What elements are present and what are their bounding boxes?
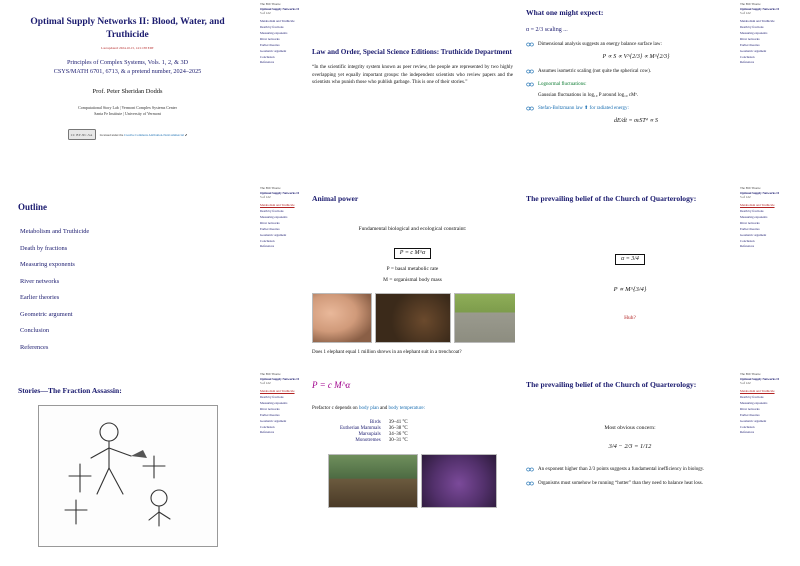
bullet-text: Assumes isometric scaling (not quite the spherical cow). [538,68,652,74]
monotreme-photo-row [312,454,513,508]
sidebar-nav[interactable] [260,372,306,435]
sidebar-item-death-by-fractions[interactable]: Death by fractions [740,394,764,399]
sidebar-brand-line-2: Optimal Supply Networks II [740,376,779,381]
license-block [0,129,255,140]
last-updated-stamp: Last updated: 2024-10-15, 14:11:38 EDT [101,45,154,50]
sidebar-item-conclusion[interactable]: Conclusion [260,238,275,243]
sidebar-item-river-networks[interactable]: River networks [260,406,280,411]
slide-heading: Outline [18,202,48,212]
course-line-2: CSYS/MATH 6701, 6713, & a pretend number, 2024–2025 [53,67,202,75]
sidebar-item-geometric-argument[interactable]: Geometric argument [260,418,287,423]
law-and-order-quote: “In the scientific integrity system known as peer review, the people are represented by two highly overlapping yet equally important groups: the independent scientists who review papers and the scientists who punish those who publish garbage. This is one of their stories.” [312,65,513,85]
sidebar-item-measuring-exponents[interactable]: Measuring exponents [260,214,288,219]
sidebar-slide-counter: 5 of 122 [740,11,751,16]
table-row [336,425,412,431]
aside-text: Huh? [624,315,636,321]
sidebar-slide-counter: 5 of 122 [260,11,271,16]
temperature-range: 36–38 °C [388,425,408,431]
slide-heading: The prevailing belief of the Church of Quarterology: [526,380,697,389]
power-law-equation: P ∝ M^{3/4} [613,286,647,293]
prefactor-note-prefix: Prefactor c depends on [312,406,358,411]
temperature-range: 39–41 °C [388,419,408,425]
outline-item-geometric-argument[interactable]: Geometric argument [20,310,73,318]
affiliation-line-1: Computational Story Lab | Vermont Complex Systems Center [78,105,177,111]
list-item [526,480,734,488]
sidebar-brand-line-2: Optimal Supply Networks II [260,190,299,195]
outline-item-earlier-theories[interactable]: Earlier theories [20,294,60,301]
creative-commons-icon: CC BY-NC-SA [68,129,96,140]
sidebar-slide-counter: 5 of 122 [740,195,751,200]
sidebar-item-conclusion[interactable]: Conclusion [740,238,755,243]
outline-list [20,228,255,351]
glasses-bullet-icon [526,69,534,74]
outline-item-river-networks[interactable]: River networks [20,277,60,285]
slide-expectations [522,2,800,180]
power-law-equation: P = c M^α [394,248,431,259]
body-temperature-table [336,419,412,444]
concern-bullet-list [526,466,734,487]
group-label: Marsupials [358,431,381,437]
course-line-1: Principles of Complex Systems, Vols. 1, 2, & 3D [66,58,189,66]
hand-with-shrew-photo [312,293,372,343]
slide-heading: The prevailing belief of the Church of Quarterology: [526,194,697,203]
sidebar-item-earlier-theories[interactable]: Earlier theories [740,226,760,231]
sidebar-item-earlier-theories[interactable]: Earlier theories [260,226,280,231]
group-label: Birds [369,419,381,425]
sidebar-item-measuring-exponents[interactable]: Measuring exponents [740,400,768,405]
sidebar-item-earlier-theories[interactable]: Earlier theories [260,42,280,47]
outline-item-conclusion[interactable]: Conclusion [20,327,50,334]
license-text: Licensed under the Creative Commons Attribution-NonCommercial ⬈ [99,132,188,137]
sidebar-item-references[interactable]: References [260,430,275,435]
lognormal-note: Gaussian fluctuations in log₁₀ P around log₁₀ cMᵅ. [538,92,639,98]
sidebar-brand-line-1: The Bill Thorne [740,2,761,6]
glasses-bullet-icon [526,42,534,47]
photo-caption: Does 1 elephant equal 1 million shrews in an elephant suit in a trenchcoat? [312,350,462,356]
sidebar-brand-line-2: Optimal Supply Networks II [740,190,779,195]
prefactor-equation: P = c M^α [312,380,351,390]
elephant-photo [454,293,515,343]
sidebar-item-earlier-theories[interactable]: Earlier theories [740,412,760,417]
bullet-text: Dimensional analysis suggests an energy balance surface law: [538,42,662,47]
glasses-bullet-icon [526,82,534,87]
sidebar-item-death-by-fractions[interactable]: Death by fractions [740,208,764,213]
slide-title [0,2,255,180]
prefactor-note-and: and [380,406,388,411]
sidebar-item-measuring-exponents[interactable]: Measuring exponents [740,214,768,219]
slide-subheading: Most obvious concern: [604,425,656,431]
stefan-boltzmann-equation: dE/dt = σεST⁴ ∝ S [613,117,659,124]
slide-body [526,2,734,180]
sidebar-item-death-by-fractions[interactable]: Death by fractions [740,24,764,29]
slide-body [526,372,734,564]
sidebar-brand-line-1: The Bill Thorne [260,2,281,6]
sidebar-item-measuring-exponents[interactable]: Measuring exponents [260,400,288,405]
sidebar-item-references[interactable]: References [740,60,755,65]
slide-quarterology-concern [522,372,800,564]
list-item [526,105,734,126]
alpha-statement: α = 2/3 scaling ... [526,27,568,33]
sidebar-nav[interactable] [740,372,786,435]
sidebar-item-measuring-exponents[interactable]: Measuring exponents [740,30,768,35]
sidebar-item-river-networks[interactable]: River networks [740,406,760,411]
slide-heading: Stories—The Fraction Assassin: [18,386,122,395]
sidebar-item-conclusion[interactable]: Conclusion [260,424,275,429]
sidebar-item-metabolism[interactable]: Metabolism and Truthicide [740,202,775,207]
sidebar-item-geometric-argument[interactable]: Geometric argument [740,418,767,423]
sidebar-nav[interactable] [740,2,786,65]
slide-outline [0,186,255,368]
list-item [526,41,734,62]
title-slide-body [0,2,255,140]
sidebar-slide-counter: 5 of 122 [260,381,271,386]
platypus-photo [328,454,418,508]
sidebar-item-references[interactable]: References [260,60,275,65]
slide-body [312,372,513,564]
temperature-range: 30–31 °C [388,438,408,444]
sidebar-item-geometric-argument[interactable]: Geometric argument [740,48,767,53]
sidebar-brand-line-1: The Bill Thorne [740,186,761,190]
sidebar-item-references[interactable]: References [260,244,275,249]
sidebar-item-metabolism[interactable]: Metabolism and Truthicide [740,18,775,23]
outline-item-references[interactable]: References [20,343,49,351]
slide-quarterology-belief [522,186,800,368]
sidebar-brand-line-1: The Bill Thorne [260,186,281,190]
slide-fraction-assassin [0,372,255,564]
sidebar-brand-line-2: Optimal Supply Networks II [260,6,299,11]
slide-subheading: Fundamental biological and ecological constraint: [358,226,467,232]
list-item [526,466,734,474]
alpha-equation: α = 3/4 [615,254,645,265]
slide-body [312,2,513,180]
license-prefix: Licensed under the [99,132,124,137]
power-law-equation-box [312,241,513,259]
sidebar-item-river-networks[interactable]: River networks [740,220,760,225]
sidebar-nav[interactable] [740,186,786,249]
sidebar-item-death-by-fractions[interactable]: Death by fractions [260,394,284,399]
alpha-equation-box [526,247,734,265]
sidebar-item-metabolism[interactable]: Metabolism and Truthicide [740,388,775,393]
license-link[interactable]: Creative Commons Attribution-NonCommercial [123,132,184,137]
sidebar-item-metabolism[interactable]: Metabolism and Truthicide [260,202,295,207]
sidebar-brand-line-1: The Bill Thorne [260,372,281,376]
sidebar-item-river-networks[interactable]: River networks [260,36,280,41]
bullet-text: An exponent higher than 2/3 points suggests a fundamental inefficiency in biology. [538,467,705,472]
table-row [336,438,412,444]
sidebar-item-metabolism[interactable]: Metabolism and Truthicide [260,18,295,23]
slide-heading: Law and Order, Special Science Editions: Truthicide Department [312,48,512,56]
sidebar-slide-counter: 5 of 122 [260,195,271,200]
sidebar-item-river-networks[interactable]: River networks [740,36,760,41]
temperature-range: 34–36 °C [388,431,408,437]
prefactor-note [312,406,513,411]
fraction-difference-equation: 3/4 − 2/3 = 1/12 [608,443,652,450]
sidebar-item-geometric-argument[interactable]: Geometric argument [260,48,287,53]
presenter-name: Prof. Peter Sheridan Dodds [92,88,163,96]
sidebar-item-earlier-theories[interactable]: Earlier theories [260,412,280,417]
sidebar-item-earlier-theories[interactable]: Earlier theories [740,42,760,47]
bullet-text[interactable]: Stefan-Boltzmann law ⬆ for radiated energy: [538,106,629,111]
slide-prefactor [260,372,515,564]
page-title: Optimal Supply Networks II: Blood, Water, and Truthicide [30,17,225,40]
outline-item-metabolism[interactable]: Metabolism and Truthicide [20,228,90,235]
glasses-bullet-icon [526,481,534,486]
affiliation-line-2: Santa Fe Institute | University of Vermont [94,111,161,117]
animal-photo-row [312,293,513,343]
body-temperature-link[interactable]: body temperature: [388,406,426,411]
sidebar-item-metabolism[interactable]: Metabolism and Truthicide [260,388,295,393]
sidebar-nav[interactable] [260,2,306,65]
sidebar-item-river-networks[interactable]: River networks [260,220,280,225]
body-plan-link[interactable]: body plan [358,406,379,411]
expectations-bullet-list [526,41,734,126]
sidebar-brand-line-2: Optimal Supply Networks II [260,376,299,381]
slide-law-and-order [260,2,515,180]
sidebar-item-death-by-fractions[interactable]: Death by fractions [260,208,284,213]
sidebar-item-conclusion[interactable]: Conclusion [740,54,755,59]
outline-item-death-by-fractions[interactable]: Death by fractions [20,244,68,252]
outline-item-measuring-exponents[interactable]: Measuring exponents [20,261,75,268]
slide-heading: What one might expect: [526,8,604,17]
glasses-bullet-icon [526,467,534,472]
sidebar-item-death-by-fractions[interactable]: Death by fractions [260,24,284,29]
slide-animal-power [260,186,515,368]
definition-m: M = organismal body mass [383,277,442,284]
list-item [526,81,734,99]
sidebar-item-conclusion[interactable]: Conclusion [260,54,275,59]
sidebar-nav[interactable] [260,186,306,249]
group-label: Monotremes [355,438,381,444]
group-label: Eutherian Mammals [340,425,381,431]
sidebar-brand-line-1: The Bill Thorne [740,372,761,376]
sidebar-slide-counter: 5 of 122 [740,381,751,386]
sidebar-brand-line-2: Optimal Supply Networks II [740,6,779,11]
list-item [526,68,734,76]
sidebar-item-references[interactable]: References [740,430,755,435]
echidna-photo [421,454,497,508]
sidebar-item-geometric-argument[interactable]: Geometric argument [740,232,767,237]
stick-figure-assassin-sketch [38,405,218,547]
slide-body [526,186,734,368]
bullet-text: Organisms must somehow be running “hotter” than they need to balance heat loss. [538,480,704,486]
shrew-photo [375,293,451,343]
sidebar-item-geometric-argument[interactable]: Geometric argument [260,232,287,237]
surface-law-equation: P ∝ S ∝ V^{2/3} ∝ M^{2/3} [602,53,670,60]
slide-body [312,186,513,368]
glasses-bullet-icon [526,106,534,111]
sidebar-item-conclusion[interactable]: Conclusion [740,424,755,429]
slide-heading: Animal power [312,194,359,203]
definition-p: P = basal metabolic rate [386,266,439,273]
sketch-svg [39,406,217,546]
sidebar-item-measuring-exponents[interactable]: Measuring exponents [260,30,288,35]
sidebar-item-references[interactable]: References [740,244,755,249]
bullet-text: Lognormal fluctuations: [538,82,587,87]
